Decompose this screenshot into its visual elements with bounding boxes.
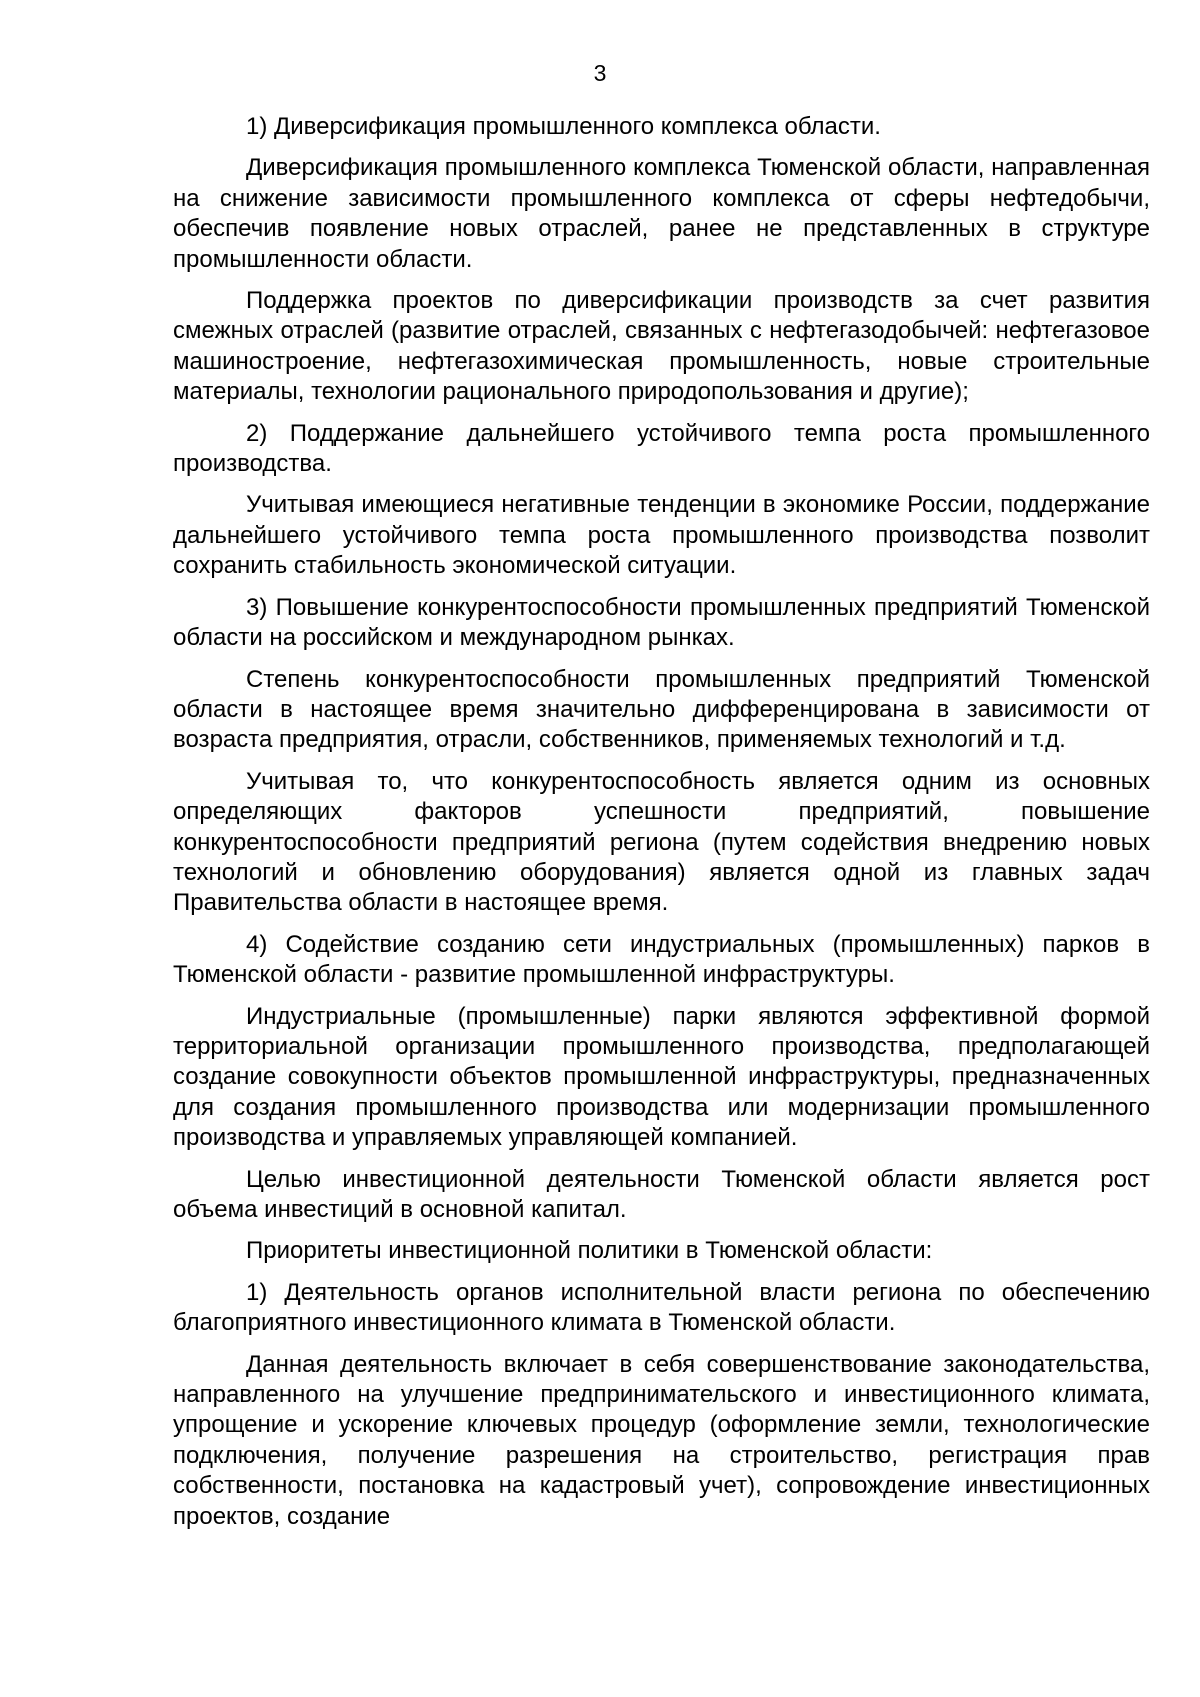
paragraph-industrial-parks-text: Индустриальные (промышленные) парки являются эффективной формой территориальной организации промышленного производства, предполагающей создание совокупности объектов промышленной инфраструктуры, предназначенных для создания промышленного производства или модернизации промышленного производства и управляемых управляющей компанией. [173, 1002, 1150, 1152]
page-number: 3 [593, 60, 607, 86]
paragraph-diversification-text: Диверсификация промышленного комплекса Тюменской области, направленная на снижение зависимости промышленного комплекса от сферы нефтедобычи, обеспечив появление новых отраслей, ранее не представленных в структуре промышленности области. [173, 154, 1150, 273]
paragraph-growth-text: Учитывая имеющиеся негативные тенденции в экономике России, поддержание дальнейшего устойчивого темпа роста промышленного производства позволит сохранить стабильность экономической ситуации. [173, 491, 1150, 580]
paragraph-related-industries: Поддержка проектов по диверсификации производств за счет развития смежных отраслей (развитие отраслей, связанных с нефтегазодобычей: нефтегазовое машиностроение, нефтегазохимическая промышленность, новые строительные материалы, технологии рационального природопользования и другие); [173, 287, 1150, 406]
paragraph-competitiveness-text: Учитывая то, что конкурентоспособность является одним из основных определяющих факторов успешности предприятий, повышение конкурентоспособности предприятий региона (путем содействия внедрению новых технологий и обновлению оборудования) является одной из главных задач Правительства области в настоящее время. [173, 767, 1150, 917]
paragraph-competitiveness-heading: 3) Повышение конкурентоспособности промышленных предприятий Тюменской области на российском и международном рынках. [173, 593, 1150, 652]
paragraph-investment-climate-heading: 1) Деятельность органов исполнительной власти региона по обеспечению благоприятного инвестиционного климата в Тюменской области. [173, 1278, 1150, 1337]
paragraph-investment-priorities: Приоритеты инвестиционной политики в Тюменской области: [246, 1237, 933, 1265]
paragraph-investment-climate-text: Данная деятельность включает в себя совершенствование законодательства, направленного на улучшение предпринимательского и инвестиционного климата, упрощение и ускорение ключевых процедур (оформление земли, технологические подключения, получение разрешения на строительство, регистрация прав собственности, постановка на кадастровый учет), сопровождение инвестиционных проектов, создание [173, 1350, 1150, 1530]
paragraph-investment-goal: Целью инвестиционной деятельности Тюменской области является рост объема инвестиций в основной капитал. [173, 1165, 1150, 1223]
paragraph-industrial-parks-heading: 4) Содействие созданию сети индустриальных (промышленных) парков в Тюменской области - развитие промышленной инфраструктуры. [173, 930, 1150, 989]
paragraph-diversification-heading: 1) Диверсификация промышленного комплекса области. [246, 113, 881, 140]
paragraph-growth-heading: 2) Поддержание дальнейшего устойчивого темпа роста промышленного производства. [173, 419, 1150, 478]
document-body [173, 112, 1150, 1543]
paragraph-competitiveness-degree: Степень конкурентоспособности промышленных предприятий Тюменской области в настоящее время значительно дифференцирована в зависимости от возраста предприятия, отрасли, собственников, применяемых технологий и т.д. [173, 665, 1150, 754]
